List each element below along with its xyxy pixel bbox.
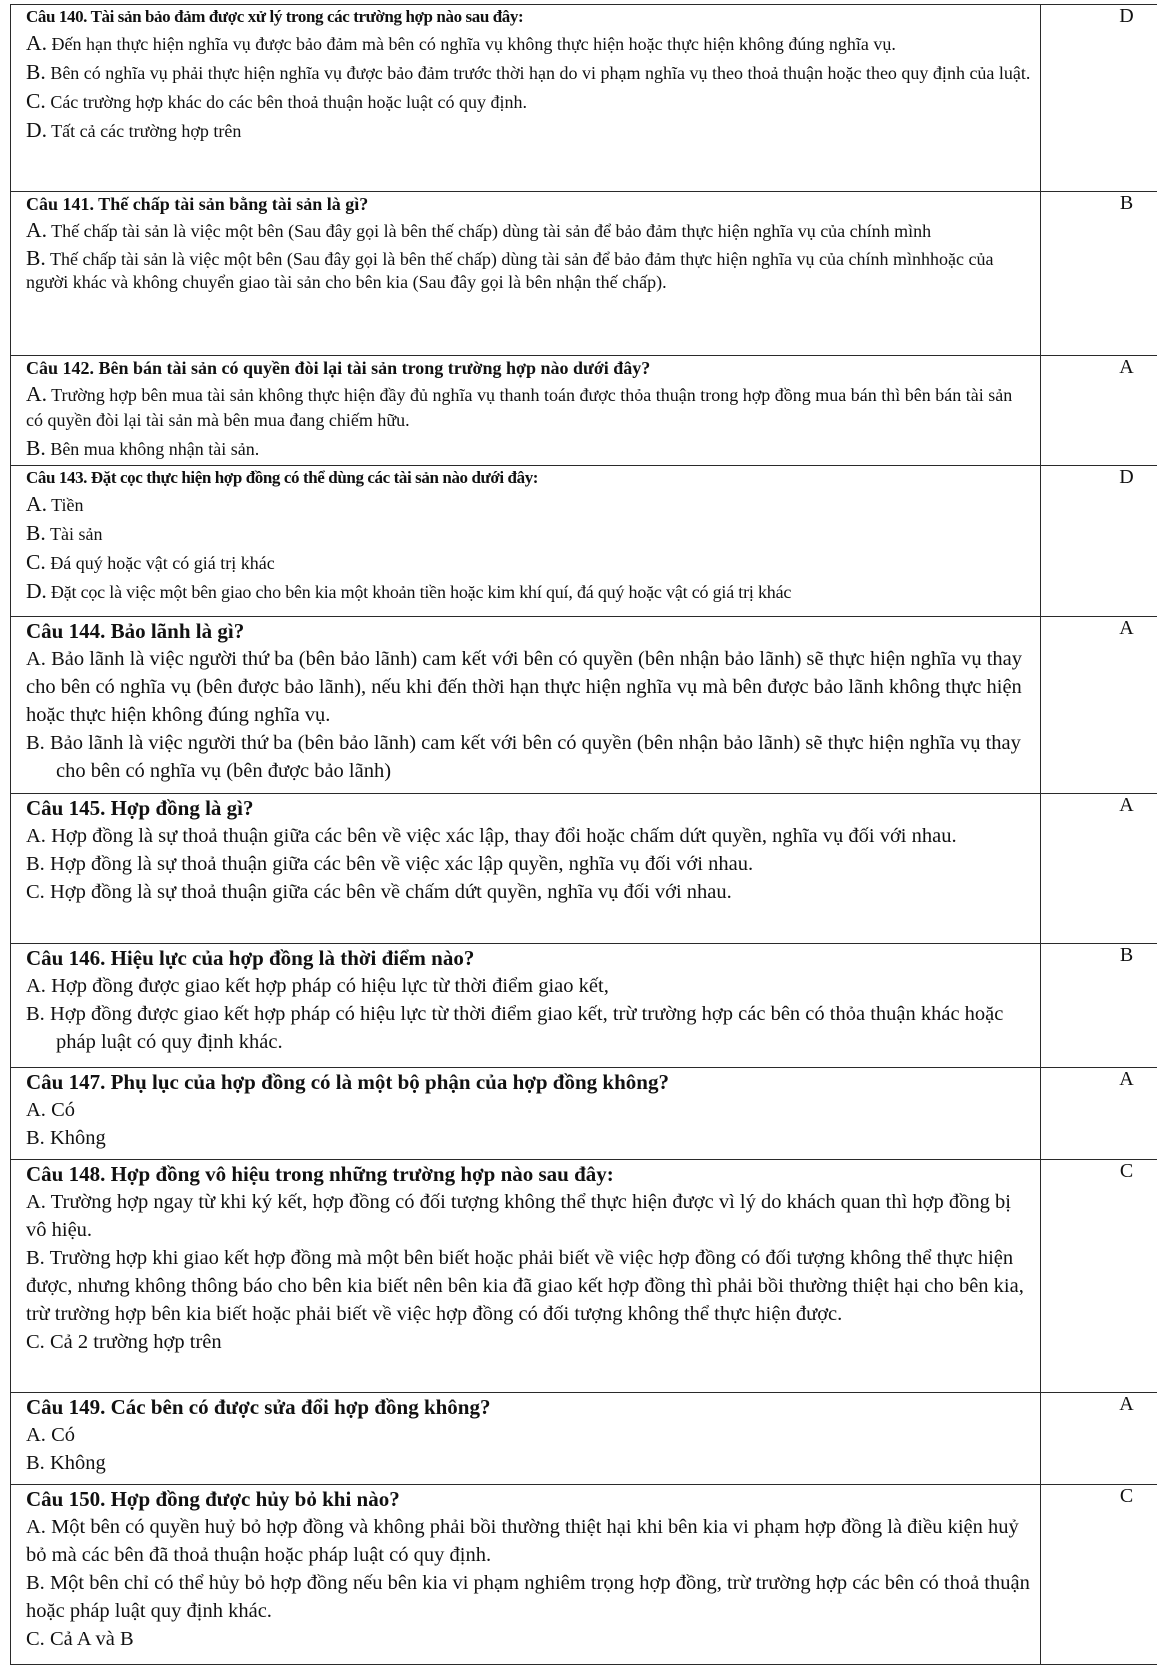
option-text: Trường hợp khi giao kết hợp đồng mà một bên biết hoặc phải biết về việc hợp đồng có đối tượng không thể thực hiện được, nhưng không thông báo cho bên kia biết nên bên kia đã giao kết hợp đồng thì phải bồi thường thiệt hại cho bên kia, trừ trường hợp bên kia biết hoặc phải biết về việc hợp đồng có đối tượng không thể thực hiện được. <box>26 1247 1024 1325</box>
option <box>26 31 1032 57</box>
option-letter: D. <box>26 579 47 603</box>
document-page <box>10 4 1157 1675</box>
question-cell <box>11 466 1041 617</box>
option <box>26 521 1032 547</box>
question-cell <box>11 944 1041 1068</box>
question-title: Câu 148. Hợp đồng vô hiệu trong những trường hợp nào sau đây: <box>26 1162 614 1186</box>
option <box>26 1513 1032 1569</box>
question-title: Câu 144. Bảo lãnh là gì? <box>26 619 245 643</box>
option-letter: D. <box>26 118 47 142</box>
option-letter: A. <box>26 218 47 242</box>
option-text: Đặt cọc là việc một bên giao cho bên kia một khoản tiền hoặc kim khí quí, đá quý hoặc vật có giá trị khác <box>46 582 792 602</box>
option-text: Bảo lãnh là việc người thứ ba (bên bảo lãnh) cam kết với bên có quyền (bên nhận bảo lãnh) sẽ thực hiện nghĩa vụ thay cho bên có nghĩa vụ (bên được bảo lãnh), nếu khi đến thời hạn thực hiện nghĩa vụ mà bên được bảo lãnh không thực hiện hoặc thực hiện không đúng nghĩa vụ. <box>26 648 1023 726</box>
answer-cell: A <box>1041 794 1157 944</box>
option-text: Có <box>45 1099 75 1121</box>
answer-cell: A <box>1041 356 1157 466</box>
question-row <box>11 1485 1157 1665</box>
option-text: Bên có nghĩa vụ phải thực hiện nghĩa vụ được bảo đảm trước thời hạn do vi phạm nghĩa vụ theo thoả thuận hoặc theo quy định của luật. <box>45 63 1031 83</box>
option <box>26 382 1032 433</box>
option <box>26 729 1032 785</box>
option-letter: A. <box>26 31 47 55</box>
option-text: Hợp đồng được giao kết hợp pháp có hiệu lực từ thời điểm giao kết, trừ trường hợp các bên có thỏa thuận khác hoặc pháp luật có quy định khác. <box>44 1003 1004 1053</box>
question-cell <box>11 356 1041 466</box>
option-letter: A. <box>26 1424 46 1446</box>
answer-cell: A <box>1041 1068 1157 1160</box>
option-text: Cả A và B <box>44 1628 134 1650</box>
question-cell <box>11 1068 1041 1160</box>
option-letter: B. <box>26 436 46 460</box>
question-cell <box>11 192 1041 356</box>
option-letter: A. <box>26 975 46 997</box>
answer-cell: B <box>1041 192 1157 356</box>
question-title: Câu 145. Hợp đồng là gì? <box>26 796 254 820</box>
option-text: Tất cả các trường hợp trên <box>47 121 242 141</box>
option-letter: B. <box>26 1003 45 1025</box>
question-cell <box>11 617 1041 794</box>
option-text: Hợp đồng là sự thoả thuận giữa các bên về việc xác lập quyền, nghĩa vụ đối với nhau. <box>44 853 754 875</box>
option <box>26 1421 1032 1449</box>
option-letter: C. <box>26 550 46 574</box>
option-text: Đến hạn thực hiện nghĩa vụ được bảo đảm mà bên có nghĩa vụ không thực hiện hoặc thực hiện không đúng nghĩa vụ. <box>47 34 896 54</box>
option-letter: B. <box>26 1247 45 1269</box>
option-letter: C. <box>26 89 46 113</box>
option-letter: B. <box>26 246 46 270</box>
option-text: Không <box>44 1127 106 1149</box>
option-text: Một bên chỉ có thể hủy bỏ hợp đồng nếu bên kia vi phạm nghiêm trọng hợp đồng, trừ trường hợp các bên có thoả thuận hoặc pháp luật quy định khác. <box>26 1572 1030 1622</box>
question-cell <box>11 5 1041 192</box>
question-table <box>10 4 1157 1665</box>
question-row <box>11 1068 1157 1160</box>
question-title: Câu 140. Tài sản bảo đảm được xử lý trong các trường hợp nào sau đây: <box>26 7 524 26</box>
question-title: Câu 149. Các bên có được sửa đổi hợp đồng không? <box>26 1395 491 1419</box>
option <box>26 579 1032 605</box>
question-title: Câu 141. Thế chấp tài sản bằng tài sản là gì? <box>26 194 369 214</box>
question-title: Câu 146. Hiệu lực của hợp đồng là thời điểm nào? <box>26 946 475 970</box>
question-title: Câu 143. Đặt cọc thực hiện hợp đồng có thể dùng các tài sản nào dưới đây: <box>26 468 539 487</box>
option <box>26 247 1032 294</box>
option-text: Hợp đồng là sự thoả thuận giữa các bên về chấm dứt quyền, nghĩa vụ đối với nhau. <box>44 881 732 903</box>
question-cell <box>11 1485 1041 1665</box>
answer-cell: B <box>1041 944 1157 1068</box>
question-cell <box>11 1160 1041 1393</box>
question-row <box>11 192 1157 356</box>
option-letter: A. <box>26 648 46 670</box>
option-text: Bảo lãnh là việc người thứ ba (bên bảo lãnh) cam kết với bên có quyền (bên nhận bảo lãnh) sẽ thực hiện nghĩa vụ thay cho bên có nghĩa vụ (bên được bảo lãnh) <box>44 732 1021 782</box>
option-text: Các trường hợp khác do các bên thoả thuận hoặc luật có quy định. <box>45 92 527 112</box>
question-cell <box>11 1393 1041 1485</box>
answer-cell: A <box>1041 1393 1157 1485</box>
option <box>26 1328 1032 1356</box>
question-row <box>11 794 1157 944</box>
option-letter: B. <box>26 732 45 754</box>
option <box>26 550 1032 576</box>
option <box>26 89 1032 115</box>
question-row <box>11 617 1157 794</box>
option-letter: A. <box>26 1099 46 1121</box>
option-text: Không <box>44 1452 106 1474</box>
option <box>26 492 1032 518</box>
option-letter: A. <box>26 382 47 406</box>
option <box>26 645 1032 729</box>
question-row <box>11 5 1157 192</box>
option-text: Thế chấp tài sản là việc một bên (Sau đây gọi là bên thế chấp) dùng tài sản để bảo đảm thực hiện nghĩa vụ của chính mìnhhoặc của người khác và không chuyển giao tài sản cho bên kia (Sau đây gọi là bên nhận thế chấp). <box>26 249 994 292</box>
option <box>26 1188 1032 1244</box>
question-title: Câu 150. Hợp đồng được hủy bỏ khi nào? <box>26 1487 400 1511</box>
option-letter: B. <box>26 1127 45 1149</box>
question-row <box>11 1160 1157 1393</box>
option-text: Trường hợp bên mua tài sản không thực hiện đầy đủ nghĩa vụ thanh toán được thỏa thuận trong hợp đồng mua bán thì bên bán tài sản có quyền đòi lại tài sản mà bên mua đang chiếm hữu. <box>26 385 1013 430</box>
option-text: Có <box>45 1424 75 1446</box>
answer-cell: D <box>1041 5 1157 192</box>
option <box>26 118 1032 144</box>
option-text: Hợp đồng là sự thoả thuận giữa các bên về việc xác lập, thay đổi hoặc chấm dứt quyền, nghĩa vụ đối với nhau. <box>45 825 957 847</box>
option-letter: A. <box>26 492 47 516</box>
option-letter: B. <box>26 521 46 545</box>
option-letter: A. <box>26 1516 46 1538</box>
option <box>26 850 1032 878</box>
option-text: Bên mua không nhận tài sản. <box>45 439 260 459</box>
option <box>26 60 1032 86</box>
option-text: Một bên có quyền huỷ bỏ hợp đồng và không phải bồi thường thiệt hại khi bên kia vi phạm hợp đồng là điều kiện huỷ bỏ mà các bên đã thoả thuận hoặc pháp luật có quy định. <box>26 1516 1019 1566</box>
option-text: Đá quý hoặc vật có giá trị khác <box>45 553 275 573</box>
question-title: Câu 142. Bên bán tài sản có quyền đòi lại tài sản trong trường hợp nào dưới đây? <box>26 358 651 378</box>
question-row <box>11 1393 1157 1485</box>
option-letter: B. <box>26 1452 45 1474</box>
option <box>26 1449 1032 1477</box>
question-row <box>11 356 1157 466</box>
option <box>26 972 1032 1000</box>
option-letter: B. <box>26 60 46 84</box>
question-row <box>11 944 1157 1068</box>
option <box>26 1096 1032 1124</box>
option-letter: C. <box>26 1331 45 1353</box>
option-text: Thế chấp tài sản là việc một bên (Sau đây gọi là bên thế chấp) dùng tài sản để bảo đảm thực hiện nghĩa vụ của chính mình <box>47 221 932 241</box>
option <box>26 1124 1032 1152</box>
answer-cell: D <box>1041 466 1157 617</box>
option <box>26 1625 1032 1653</box>
option-letter: B. <box>26 1572 45 1594</box>
option-text: Hợp đồng được giao kết hợp pháp có hiệu lực từ thời điểm giao kết, <box>45 975 609 997</box>
option <box>26 878 1032 906</box>
option-text: Trường hợp ngay từ khi ký kết, hợp đồng có đối tượng không thể thực hiện được vì lý do khách quan thì hợp đồng bị vô hiệu. <box>26 1191 1011 1241</box>
question-cell <box>11 794 1041 944</box>
answer-cell: A <box>1041 617 1157 794</box>
answer-cell: C <box>1041 1160 1157 1393</box>
question-title: Câu 147. Phụ lục của hợp đồng có là một bộ phận của hợp đồng không? <box>26 1070 669 1094</box>
option-text: Tài sản <box>45 524 103 544</box>
option-letter: A. <box>26 1191 46 1213</box>
option-letter: C. <box>26 1628 45 1650</box>
option <box>26 1569 1032 1625</box>
option <box>26 1000 1032 1056</box>
option-letter: A. <box>26 825 46 847</box>
option <box>26 218 1032 244</box>
option-letter: B. <box>26 853 45 875</box>
option-text: Tiền <box>47 495 84 515</box>
option <box>26 822 1032 850</box>
answer-cell: C <box>1041 1485 1157 1665</box>
option-letter: C. <box>26 881 45 903</box>
question-row <box>11 466 1157 617</box>
option <box>26 436 1032 462</box>
option <box>26 1244 1032 1328</box>
option-text: Cả 2 trường hợp trên <box>44 1331 222 1353</box>
